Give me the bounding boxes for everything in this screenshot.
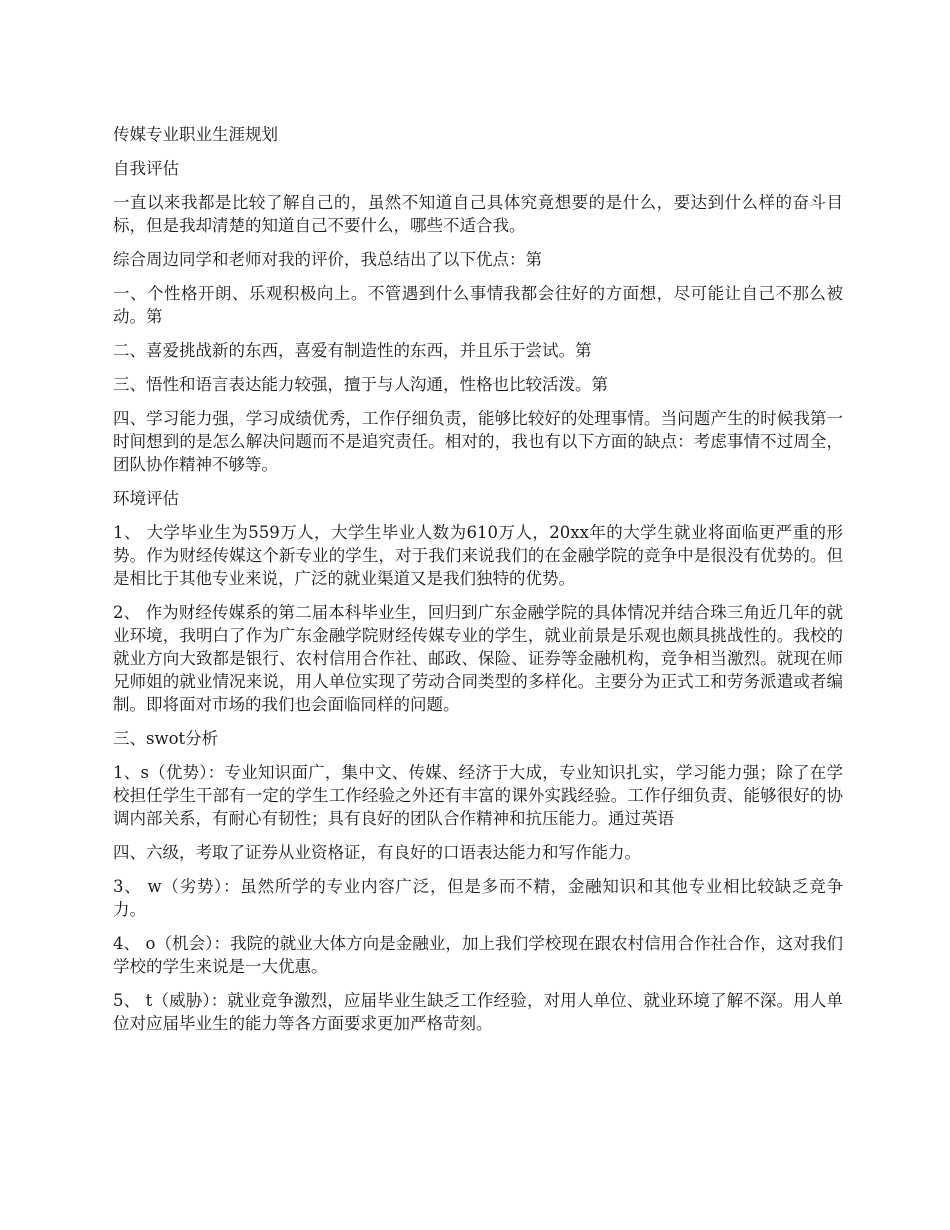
- paragraph: 3、 w（劣势）：虽然所学的专业内容广泛，但是多而不精，金融知识和其他专业相比较缺乏竞争力。: [113, 877, 843, 919]
- paragraph: 4、 o（机会）：我院的就业大体方向是金融业，加上我们学校现在跟农村信用合作社合作，这对我们学校的学生来说是一大优惠。: [113, 934, 843, 976]
- document-page: [113, 123, 843, 1046]
- paragraph: 三、悟性和语言表达能力较强，擅于与人沟通，性格也比较活泼。第: [113, 375, 608, 394]
- paragraph: 1、 大学毕业生为559万人，大学生毕业人数为610万人，20xx年的大学生就业将面临更严重的形势。作为财经传媒这个新专业的学生，对于我们来说我们的在金融学院的竞争中是很没有优势的。但是相比于其他专业来说，广泛的就业渠道又是我们独特的优势。: [113, 523, 843, 588]
- paragraph: 综合周边同学和老师对我的评价，我总结出了以下优点：第: [113, 250, 542, 269]
- paragraph: 四、六级，考取了证券从业资格证，有良好的口语表达能力和写作能力。: [113, 843, 641, 862]
- paragraph: 二、喜爱挑战新的东西，喜爱有制造性的东西，并且乐于尝试。第: [113, 341, 592, 360]
- section-heading-environment: 环境评估: [113, 489, 179, 508]
- paragraph: 1、s（优势）：专业知识面广，集中文、传媒、经济于大成，专业知识扎实，学习能力强；除了在学校担任学生干部有一定的学生工作经验之外还有丰富的课外实践经验。工作仔细负责、能够很好的协调内部关系，有耐心有韧性；具有良好的团队合作精神和抗压能力。通过英语: [113, 763, 843, 828]
- paragraph: 一、个性格开朗、乐观积极向上。不管遇到什么事情我都会往好的方面想，尽可能让自己不那么被动。第: [113, 284, 843, 326]
- paragraph: 四、学习能力强，学习成绩优秀，工作仔细负责，能够比较好的处理事情。当问题产生的时候我第一时间想到的是怎么解决问题而不是追究责任。相对的，我也有以下方面的缺点：考虑事情不过周全，团队协作精神不够等。: [113, 409, 843, 474]
- document-title: 传媒专业职业生涯规划: [113, 125, 278, 144]
- paragraph: 2、 作为财经传媒系的第二届本科毕业生，回归到广东金融学院的具体情况并结合珠三角近几年的就业环境，我明白了作为广东金融学院财经传媒专业的学生，就业前景是乐观也颇具挑战性的。我校的就业方向大致都是银行、农村信用合作社、邮政、保险、证券等金融机构，竞争相当激烈。就现在师兄师姐的就业情况来说，用人单位实现了劳动合同类型的多样化。主要分为正式工和劳务派遣或者编制。即将面对市场的我们也会面临同样的问题。: [113, 603, 843, 714]
- section-heading-swot: 三、swot分析: [113, 729, 219, 748]
- paragraph: 5、 t（威胁）：就业竞争激烈，应届毕业生缺乏工作经验，对用人单位、就业环境了解不深。用人单位对应届毕业生的能力等各方面要求更加严格苛刻。: [113, 991, 843, 1033]
- section-heading-self-assessment: 自我评估: [113, 159, 179, 178]
- paragraph: 一直以来我都是比较了解自己的，虽然不知道自己具体究竟想要的是什么，要达到什么样的奋斗目标，但是我却清楚的知道自己不要什么，哪些不适合我。: [113, 193, 843, 235]
